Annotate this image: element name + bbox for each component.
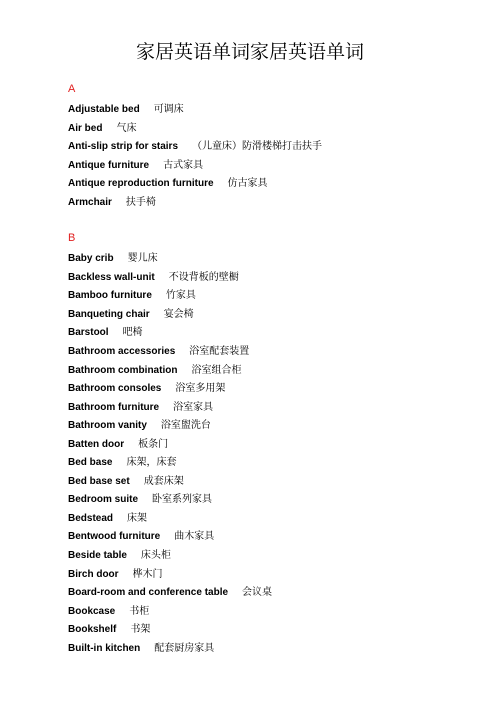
vocab-entry xyxy=(68,362,500,381)
english-term: Bedstead xyxy=(68,512,114,524)
english-term: Bamboo furniture xyxy=(68,290,152,302)
english-term: Batten door xyxy=(68,438,125,450)
section-a xyxy=(68,82,500,212)
vocab-entry xyxy=(68,287,500,306)
chinese-translation: 古式家具 xyxy=(163,159,204,171)
chinese-translation: 宴会椅 xyxy=(163,308,194,320)
english-term: Birch door xyxy=(68,568,119,580)
english-term: Armchair xyxy=(68,196,112,208)
chinese-translation: （儿童床）防滑楼梯打击扶手 xyxy=(192,141,323,153)
chinese-translation: 床头柜 xyxy=(140,550,171,562)
english-term: Board-room and conference table xyxy=(68,587,229,599)
english-term: Bentwood furniture xyxy=(68,531,161,543)
english-term: Antique reproduction furniture xyxy=(68,178,214,190)
chinese-translation: 配套厨房家具 xyxy=(154,642,215,654)
vocab-entry xyxy=(68,101,500,120)
english-term: Beside table xyxy=(68,550,127,562)
vocab-entry xyxy=(68,250,500,269)
english-term: Bookshelf xyxy=(68,624,117,636)
chinese-translation: 吧椅 xyxy=(122,327,143,339)
chinese-translation: 板条门 xyxy=(138,438,169,450)
chinese-translation: 浴室配套装置 xyxy=(189,346,250,358)
chinese-translation: 成套床架 xyxy=(143,475,184,487)
chinese-translation: 书柜 xyxy=(129,605,150,617)
english-term: Bedroom suite xyxy=(68,494,139,506)
vocab-entry xyxy=(68,194,500,213)
vocab-entry xyxy=(68,120,500,139)
vocab-entry xyxy=(68,584,500,603)
english-term: Adjustable bed xyxy=(68,104,140,115)
english-term: Bathroom combination xyxy=(68,364,178,376)
chinese-translation: 床架，床套 xyxy=(126,457,177,469)
chinese-translation: 卧室系列家具 xyxy=(152,494,213,506)
vocab-entry xyxy=(68,380,500,399)
english-term: Baby crib xyxy=(68,253,114,265)
english-term: Banqueting chair xyxy=(68,308,150,320)
chinese-translation: 浴室家具 xyxy=(173,401,214,413)
english-term: Bed base xyxy=(68,457,113,469)
vocab-entry xyxy=(68,491,500,510)
vocab-entry xyxy=(68,473,500,492)
vocab-entry xyxy=(68,528,500,547)
chinese-translation: 曲木家具 xyxy=(174,531,215,543)
vocab-entry xyxy=(68,306,500,325)
chinese-translation: 桦木门 xyxy=(132,568,163,580)
section-b xyxy=(68,231,500,658)
vocab-entry xyxy=(68,138,500,157)
vocab-entry xyxy=(68,510,500,529)
english-term: Bathroom accessories xyxy=(68,346,176,358)
chinese-translation: 扶手椅 xyxy=(125,196,156,208)
english-term: Backless wall-unit xyxy=(68,271,155,283)
chinese-translation: 竹家具 xyxy=(165,290,196,302)
english-term: Bed base set xyxy=(68,475,130,487)
vocab-entry xyxy=(68,399,500,418)
section-letter: B xyxy=(68,232,76,245)
chinese-translation: 气床 xyxy=(116,122,137,134)
chinese-translation: 婴儿床 xyxy=(127,253,158,265)
vocab-entry xyxy=(68,157,500,176)
chinese-translation: 浴室多用架 xyxy=(175,383,226,395)
english-term: Built-in kitchen xyxy=(68,642,141,654)
english-term: Bathroom vanity xyxy=(68,420,147,432)
chinese-translation: 会议桌 xyxy=(242,587,273,599)
chinese-translation: 可调床 xyxy=(153,104,184,115)
chinese-translation: 仿古家具 xyxy=(227,178,268,190)
chinese-translation: 床架 xyxy=(127,512,148,524)
vocab-entry xyxy=(68,454,500,473)
page-title: 家居英语单词家居英语单词 xyxy=(135,41,364,63)
english-term: Bathroom furniture xyxy=(68,401,160,413)
chinese-translation: 不设背板的壁橱 xyxy=(168,271,239,283)
vocab-entry xyxy=(68,175,500,194)
english-term: Bathroom consoles xyxy=(68,383,162,395)
vocab-entry xyxy=(68,269,500,288)
vocab-entry xyxy=(68,324,500,343)
vocab-entry xyxy=(68,436,500,455)
vocab-entry xyxy=(68,621,500,640)
vocabulary-list xyxy=(68,82,500,658)
english-term: Barstool xyxy=(68,327,109,339)
vocab-entry xyxy=(68,417,500,436)
vocab-entry xyxy=(68,343,500,362)
english-term: Antique furniture xyxy=(68,159,150,171)
vocab-entry xyxy=(68,640,500,659)
chinese-translation: 浴室盥洗台 xyxy=(160,420,211,432)
section-letter: A xyxy=(68,83,76,95)
vocab-entry xyxy=(68,566,500,585)
vocab-entry xyxy=(68,547,500,566)
english-term: Bookcase xyxy=(68,605,116,617)
english-term: Air bed xyxy=(68,122,103,134)
english-term: Anti-slip strip for stairs xyxy=(68,141,179,153)
chinese-translation: 浴室组合柜 xyxy=(191,364,242,376)
chinese-translation: 书架 xyxy=(130,624,151,636)
vocab-entry xyxy=(68,603,500,622)
